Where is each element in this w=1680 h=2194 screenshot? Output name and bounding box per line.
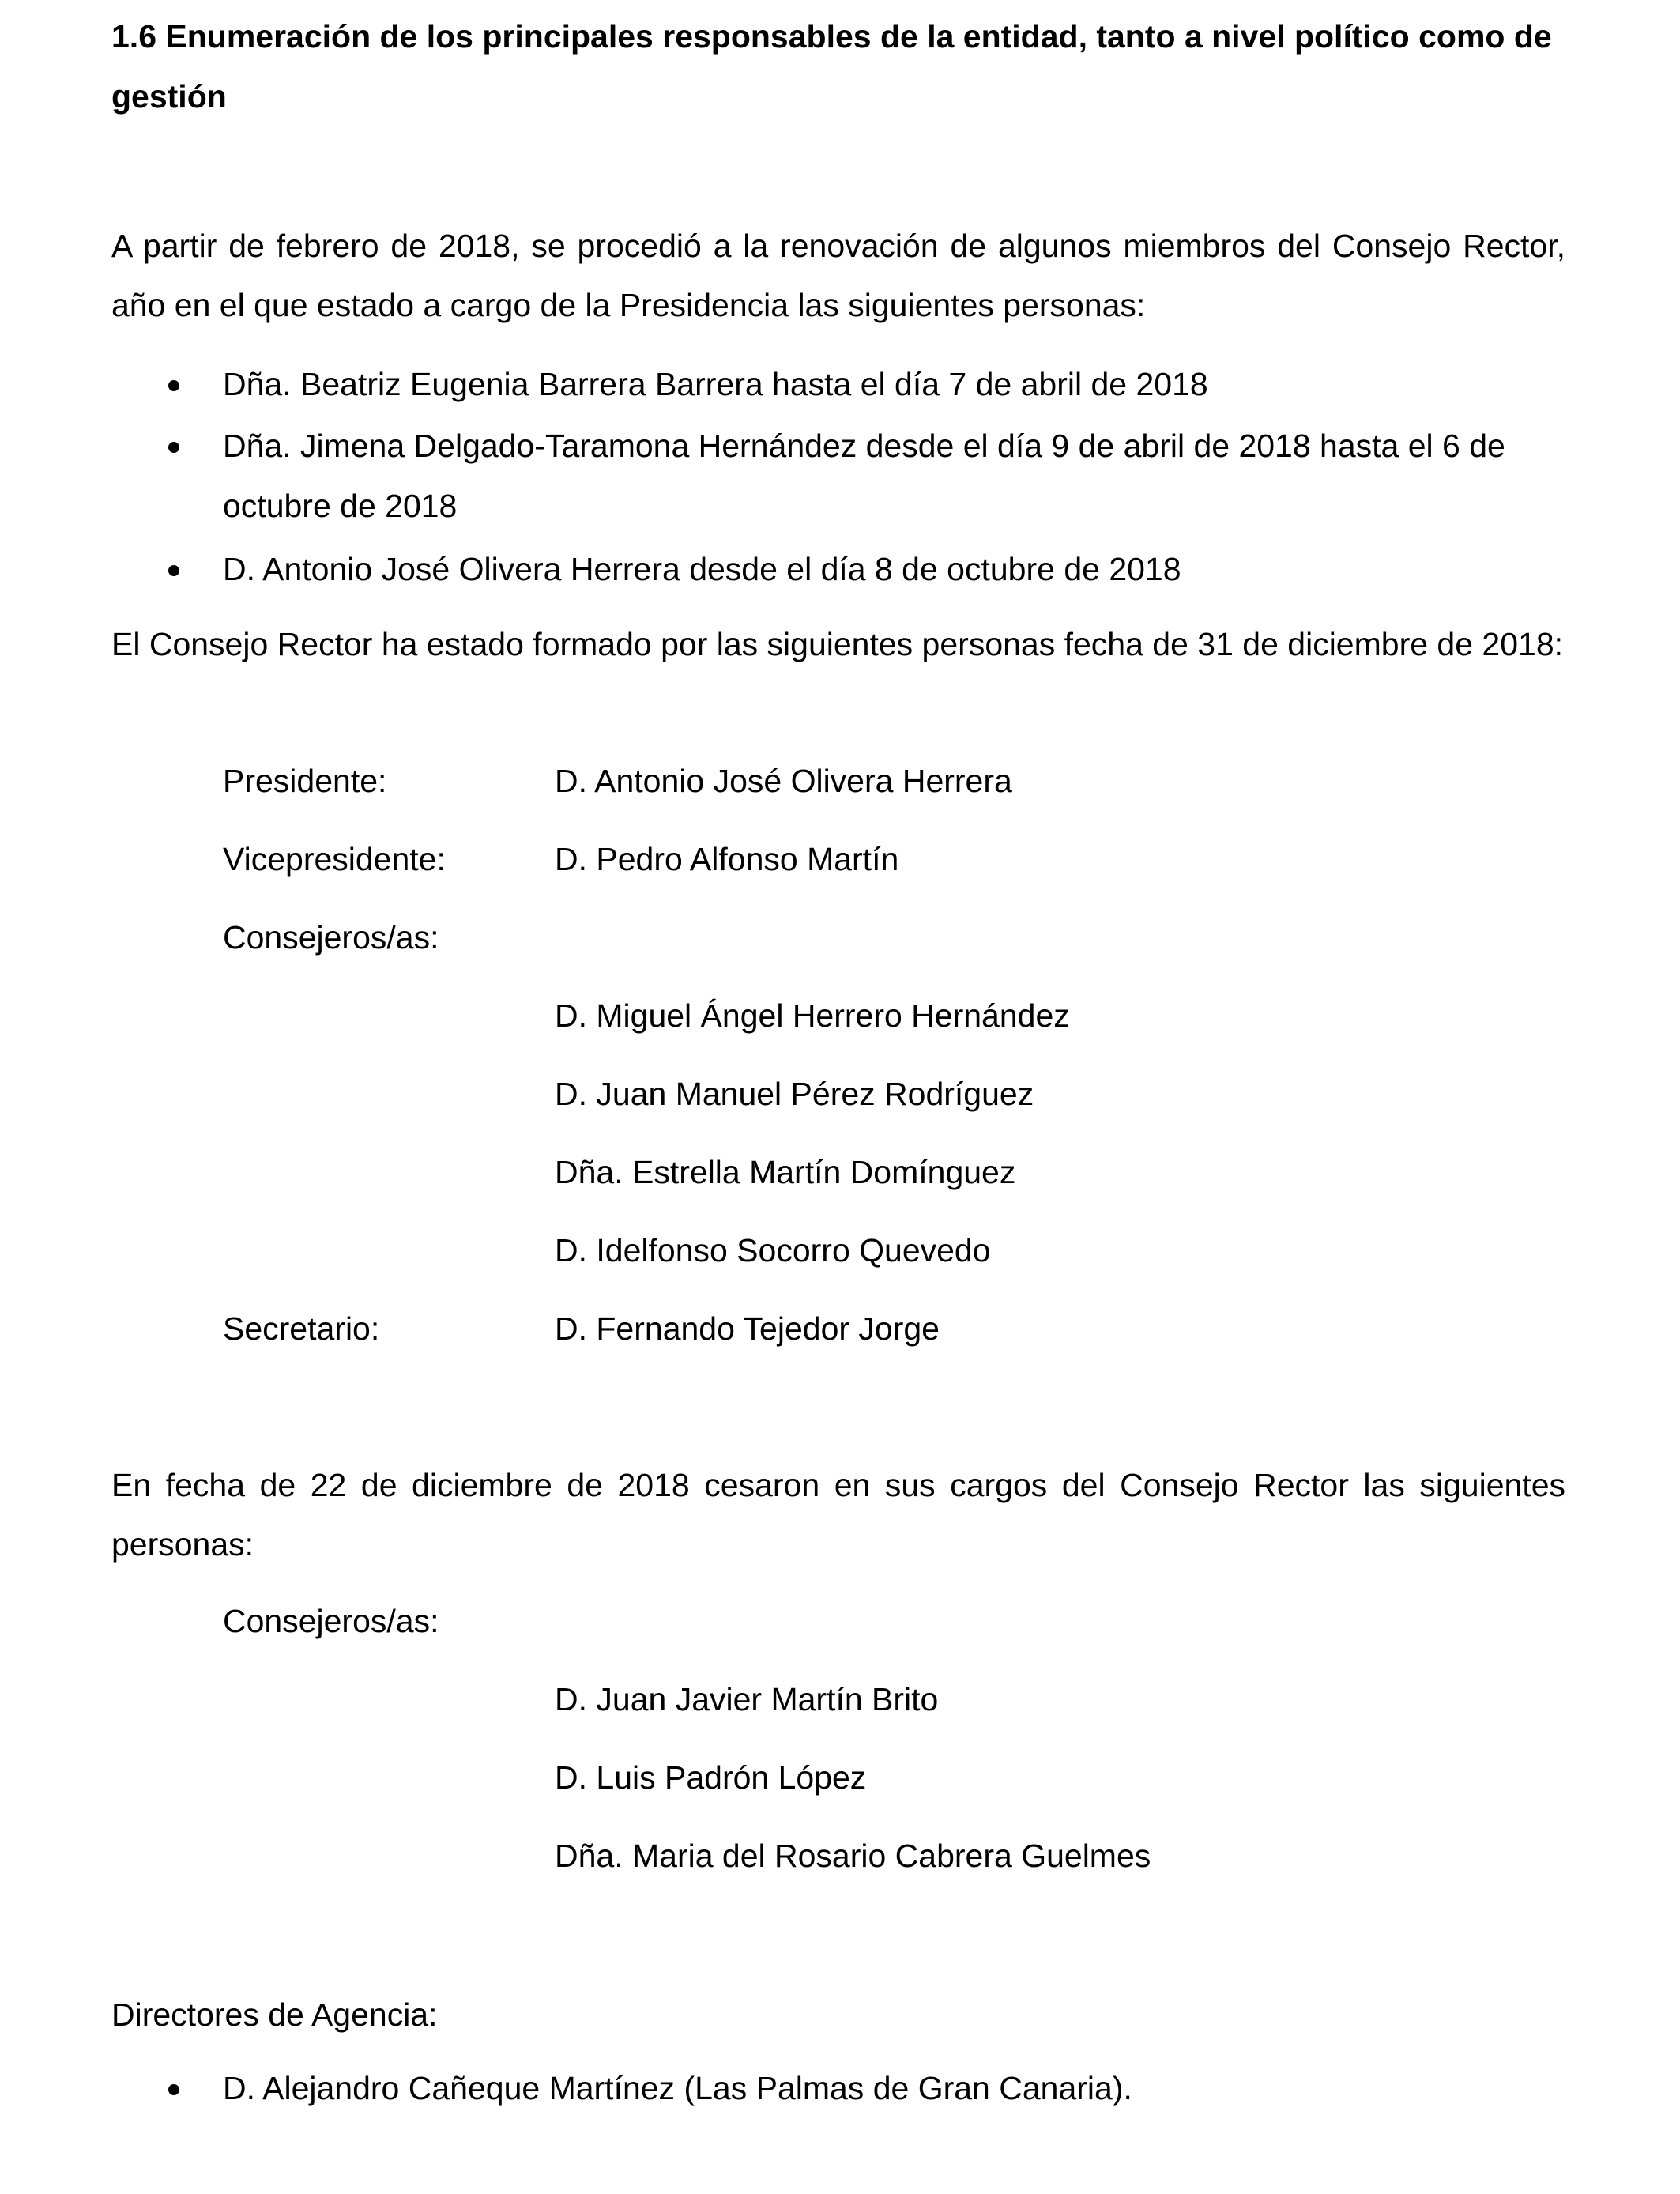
list-item-text: Dña. Jimena Delgado-Taramona Hernández desde el día 9 de abril de 2018 hasta el 6 de octubre de 2018 xyxy=(223,428,1505,524)
ceased-councillor-name: D. Juan Javier Martín Brito xyxy=(555,1681,939,1717)
bullet-icon xyxy=(168,565,179,576)
secretary-label: Secretario: xyxy=(223,1310,380,1347)
directors-label: Directores de Agencia: xyxy=(111,1996,438,2033)
president-name: D. Antonio José Olivera Herrera xyxy=(555,763,1012,799)
councillor-name: D. Juan Manuel Pérez Rodríguez xyxy=(555,1076,1034,1112)
councillors-label: Consejeros/as: xyxy=(223,919,439,956)
councillor-name: D. Miguel Ángel Herrero Hernández xyxy=(555,997,1070,1034)
secretary-name: D. Fernando Tejedor Jorge xyxy=(555,1310,940,1347)
bullet-icon xyxy=(168,442,179,453)
bullet-icon xyxy=(168,2084,179,2095)
councillor-name: D. Idelfonso Socorro Quevedo xyxy=(555,1232,991,1269)
list-item-text: D. Antonio José Olivera Herrera desde el día 8 de octubre de 2018 xyxy=(223,551,1181,587)
bullet-icon xyxy=(168,380,179,391)
vicepresident-name: D. Pedro Alfonso Martín xyxy=(555,841,899,877)
list-item-text: Dña. Beatriz Eugenia Barrera Barrera hasta el día 7 de abril de 2018 xyxy=(223,366,1208,402)
ceased-councillors-label: Consejeros/as: xyxy=(223,1603,439,1639)
council-paragraph: El Consejo Rector ha estado formado por las siguientes personas fecha de 31 de diciembre de 2018: xyxy=(111,626,1564,662)
ceased-councillor-name: Dña. Maria del Rosario Cabrera Guelmes xyxy=(555,1838,1151,1874)
vicepresident-label: Vicepresidente: xyxy=(223,841,446,877)
list-item-text: D. Alejandro Cañeque Martínez (Las Palmas de Gran Canaria). xyxy=(223,2070,1132,2106)
councillor-name: Dña. Estrella Martín Domínguez xyxy=(555,1154,1016,1190)
section-heading: 1.6 Enumeración de los principales responsables de la entidad, tanto a nivel político como de gestión xyxy=(111,18,1552,115)
intro-paragraph: A partir de febrero de 2018, se procedió a la renovación de algunos miembros del Consejo Rector, año en el que estado a cargo de la Presidencia las siguientes personas: xyxy=(111,228,1565,323)
president-label: Presidente: xyxy=(223,763,387,799)
ceased-paragraph: En fecha de 22 de diciembre de 2018 cesaron en sus cargos del Consejo Rector las siguientes personas: xyxy=(111,1467,1565,1563)
ceased-councillor-name: D. Luis Padrón López xyxy=(555,1759,867,1796)
